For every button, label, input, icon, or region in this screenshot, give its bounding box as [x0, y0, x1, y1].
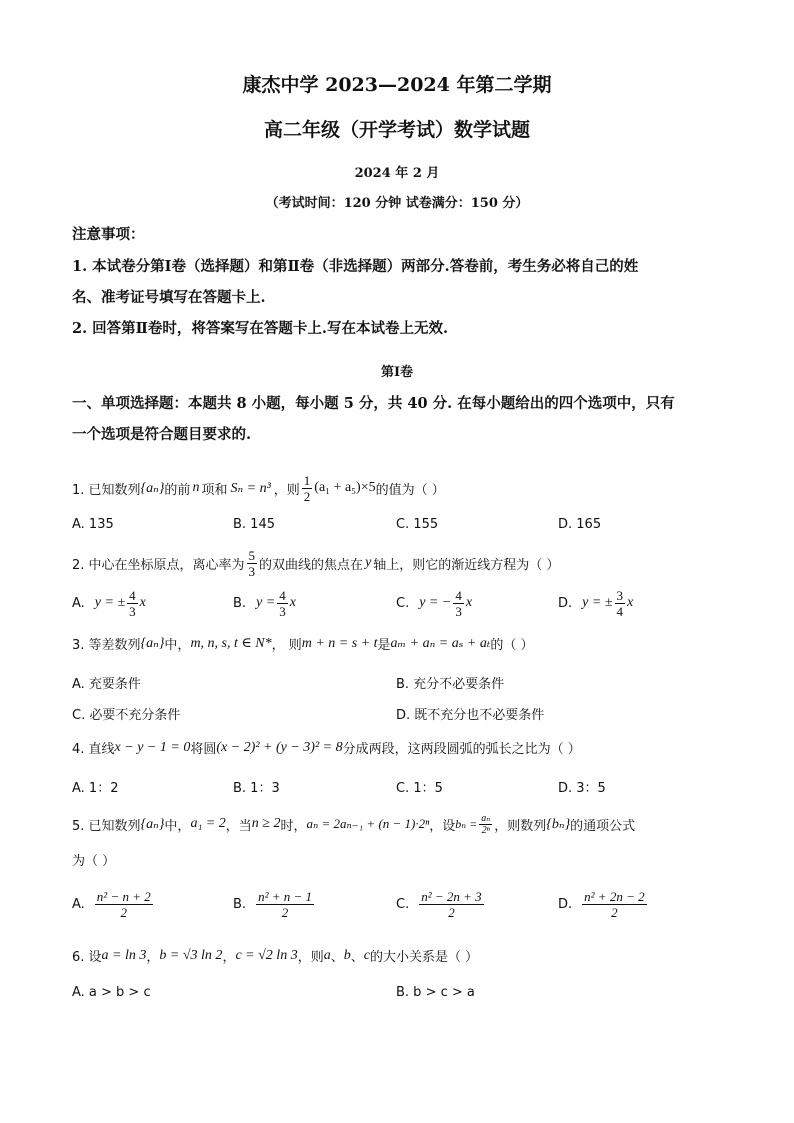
- q5-text-d: 时，: [280, 818, 307, 834]
- q2-b-lhs: y =: [256, 595, 276, 610]
- part1-instructions-line1: 一、单项选择题：本题共 8 小题，每小题 5 分，共 40 分. 在每小题给出的四个选项中，只有: [72, 395, 675, 412]
- q5-b-den: 2: [281, 904, 289, 920]
- q1-option-a: A. 135: [72, 517, 114, 532]
- q6-a-def: a = ln 3: [101, 947, 147, 963]
- q1-text-d: ，则: [273, 482, 300, 498]
- q3-conclusion: aₘ + aₙ = aₛ + aₜ: [390, 636, 491, 651]
- q1-text-a: 1. 已知数列: [72, 482, 141, 498]
- exam-title-line1: 康杰中学 2023—2024 年第二学期: [242, 74, 552, 96]
- q2-b-den: 3: [279, 603, 286, 619]
- q2-text-a: 2. 中心在坐标原点，离心率为: [72, 557, 245, 573]
- q3-vars: m, n, s, t ∈ N*: [190, 636, 272, 651]
- q6-text-b: ，则: [297, 950, 324, 965]
- q2-d-den: 4: [616, 603, 624, 619]
- q5-bn-den: 2ⁿ: [481, 824, 490, 836]
- q3-condition: m + n = s + t: [301, 635, 378, 651]
- q2-c-frac: [453, 588, 464, 619]
- q2-b-label: B.: [233, 595, 247, 611]
- q4-option-c: C. 1：5: [396, 781, 443, 796]
- q5-c-label: C.: [396, 896, 410, 912]
- q1-half-fraction: [302, 473, 313, 504]
- q2-c-den: 3: [455, 603, 462, 619]
- q5-text-f: ，则数列: [494, 818, 547, 834]
- q2-d-lhs: y = ±: [582, 595, 613, 610]
- q4-option-d: D. 3：5: [558, 781, 606, 796]
- q2-option-c: [396, 585, 472, 621]
- volume-heading: 第Ⅰ卷: [380, 365, 414, 380]
- q6-var-b: b: [343, 947, 351, 963]
- q5-b-label: B.: [233, 896, 247, 912]
- q1-frac-den: 2: [303, 488, 311, 504]
- q4-text-b: 将圆: [190, 742, 217, 757]
- q1-n: n: [192, 480, 200, 495]
- exam-info: （考试时间：120 分钟 试卷满分：150 分）: [265, 196, 529, 211]
- q2-c-lhs: y = −: [419, 595, 452, 610]
- q5-text-a: 5. 已知数列: [72, 818, 141, 834]
- q1-option-d: D. 165: [558, 517, 602, 532]
- q5-text-g: 的通项公式: [570, 818, 636, 834]
- q5-a-frac: [95, 889, 153, 920]
- q2-d-frac: [615, 588, 626, 619]
- q2-ecc-num: 5: [248, 547, 256, 563]
- q5-a-den: 2: [120, 904, 128, 920]
- q5-text-b: 中，: [164, 818, 191, 834]
- q2-option-d: [558, 585, 633, 621]
- q2-a-frac: [127, 588, 138, 619]
- q2-c-num: 4: [455, 587, 462, 603]
- q6-text-a: 6. 设: [72, 950, 102, 965]
- q5-bn-frac: [479, 813, 492, 836]
- q1-sequence: {aₙ}: [140, 480, 165, 496]
- exam-date: 2024 年 2 月: [354, 166, 440, 181]
- q4-line-equation: x − y − 1 = 0: [114, 739, 191, 755]
- q2-option-a: [72, 585, 146, 621]
- q6-option-a: A. a > b > c: [72, 985, 151, 1000]
- q5-d-frac: [582, 889, 646, 920]
- q5-d-num: n² + 2n − 2: [584, 888, 645, 904]
- q5-d-label: D.: [558, 896, 573, 912]
- q3-option-a: A. 充要条件: [72, 677, 141, 692]
- q2-text-b: 的双曲线的焦点在: [259, 557, 364, 573]
- q2-ecc-den: 3: [248, 563, 256, 579]
- q4-option-a: A. 1：2: [72, 781, 119, 796]
- q5-text-e: ，设: [429, 818, 456, 834]
- q1-text-b: 的前: [164, 482, 191, 498]
- q6-sep4: 、: [350, 950, 364, 965]
- q5-text-c: ，当: [225, 818, 252, 834]
- q5-b-frac: [256, 889, 314, 920]
- q1-frac-num: 1: [303, 472, 311, 488]
- q2-a-rhs: x: [139, 595, 146, 610]
- q4-text-c: 分成两段，这两段圆弧的弧长之比为（ ）: [342, 742, 581, 757]
- q6-option-b: B. b > c > a: [396, 985, 475, 1000]
- q2-c-label: C.: [396, 595, 410, 611]
- q5-sequence: {aₙ}: [140, 816, 165, 832]
- q2-a-lhs: y = ±: [94, 595, 126, 610]
- q3-text-e: 的（ ）: [490, 638, 534, 653]
- q2-a-label: A.: [72, 595, 85, 611]
- notes-item1-line2: 名、准考证号填写在答题卡上.: [72, 289, 266, 306]
- q3-sequence: {aₙ}: [140, 636, 165, 651]
- q1-option-c: C. 155: [396, 517, 439, 532]
- question-2-stem: [72, 545, 559, 581]
- notes-item2: 2. 回答第Ⅱ卷时，将答案写在答题卡上.写在本试卷上无效.: [72, 320, 448, 337]
- q6-text-c: 的大小关系是（ ）: [369, 950, 479, 965]
- q1-text-c: 项和: [201, 482, 228, 498]
- q4-option-b: B. 1：3: [233, 781, 280, 796]
- question-3-stem: [72, 634, 533, 653]
- q5-option-d: [558, 884, 649, 924]
- q5-c-den: 2: [448, 904, 455, 920]
- q2-d-label: D.: [558, 595, 573, 611]
- q5-b-num: n² + n − 1: [258, 888, 313, 904]
- q5-a-num: n² − n + 2: [96, 888, 151, 904]
- q3-text-d: 是: [377, 638, 391, 653]
- exam-title-line2: 高二年级（开学考试）数学试题: [263, 119, 530, 141]
- q5-a-label: A.: [72, 896, 85, 912]
- q2-eccentricity: [247, 548, 258, 579]
- part1-instructions-line2: 一个选项是符合题目要求的.: [72, 426, 252, 443]
- q5-option-a: [72, 884, 155, 924]
- q2-axis: y: [365, 555, 372, 570]
- q2-b-num: 4: [279, 587, 286, 603]
- q2-b-frac: [277, 588, 288, 619]
- q5-stem-line2: 为（ ）: [72, 854, 116, 869]
- q3-text-a: 3. 等差数列: [72, 638, 141, 653]
- q5-bn-num: aₙ: [481, 812, 491, 824]
- q5-option-c: [396, 884, 486, 924]
- q5-condition: n ≥ 2: [251, 816, 281, 831]
- q1-expression: (a₁ + a₅)×5: [314, 480, 376, 495]
- q6-sep3: 、: [330, 950, 344, 965]
- q6-sep1: ，: [146, 950, 160, 965]
- q5-c-frac: [419, 889, 483, 920]
- notes-item1-line1: 1. 本试卷分第Ⅰ卷（选择题）和第Ⅱ卷（非选择题）两部分.答卷前，考生务必将自己的姓: [72, 258, 639, 275]
- q1-text-e: 的值为（ ）: [375, 482, 445, 498]
- q1-option-b: B. 145: [233, 517, 275, 532]
- q6-var-c: c: [363, 947, 370, 963]
- question-6-stem: [72, 946, 478, 965]
- question-4-stem: [72, 738, 581, 757]
- q2-d-rhs: x: [627, 595, 634, 610]
- q5-option-b: [233, 884, 316, 924]
- q2-option-b: [233, 585, 296, 621]
- q3-text-b: 中，: [164, 638, 191, 653]
- q2-a-num: 4: [129, 587, 136, 603]
- q6-c-def: c = √2 ln 3: [235, 947, 298, 963]
- notes-heading: 注意事项：: [72, 226, 145, 243]
- q6-var-a: a: [323, 947, 331, 963]
- q2-text-c: 轴上，则它的渐近线方程为（ ）: [373, 557, 560, 573]
- q4-text-a: 4. 直线: [72, 742, 115, 757]
- q5-recurrence: aₙ = 2aₙ₋₁ + (n − 1)·2ⁿ: [306, 816, 430, 831]
- q5-initial: a₁ = 2: [190, 816, 226, 831]
- q5-d-den: 2: [611, 904, 618, 920]
- q2-d-num: 3: [616, 587, 624, 603]
- q6-sep2: ，: [222, 950, 236, 965]
- question-1-stem: [72, 464, 445, 512]
- q1-sum-formula: Sₙ = n³: [230, 480, 271, 496]
- q5-bn-lhs: bₙ =: [455, 816, 478, 831]
- q5-seq-b: {bₙ}: [546, 816, 571, 832]
- q4-circle-equation: (x − 2)² + (y − 3)² = 8: [216, 739, 343, 755]
- q3-text-c: ， 则: [271, 638, 302, 653]
- q3-option-d: D. 既不充分也不必要条件: [396, 708, 545, 723]
- q3-option-b: B. 充分不必要条件: [396, 677, 505, 692]
- q6-b-def: b = √3 ln 2: [159, 947, 223, 963]
- q2-c-rhs: x: [465, 595, 473, 610]
- question-5-stem: [72, 808, 635, 840]
- q5-c-num: n² − 2n + 3: [421, 888, 482, 904]
- q3-option-c: C. 必要不充分条件: [72, 708, 181, 723]
- q2-a-den: 3: [129, 603, 136, 619]
- q2-b-rhs: x: [289, 595, 296, 610]
